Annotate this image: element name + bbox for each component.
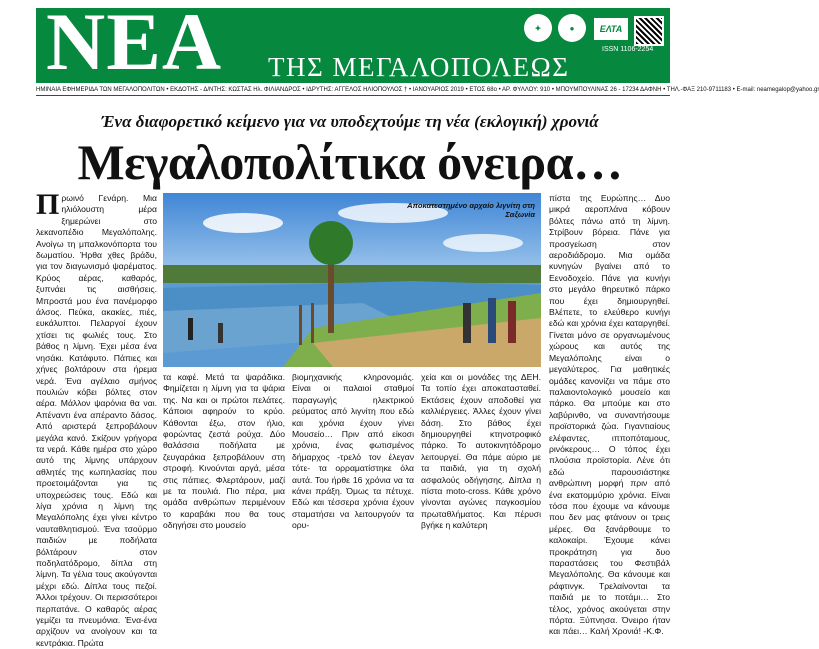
dropcap: Π <box>36 188 60 221</box>
column-text: τα καφέ. Μετά τα ψαράδικα. Φημίζεται η λίμνη για τα ψάρια της. Να και οι πρώτοι πελάτες. Κάποιοι αφηρούν το κρύο. Κάθονται έξω, στον ήλιο, φορώντας ζεστά ρούχα. Δύο θαλάσσια ποδήλατα με ζευγαράκια ξεπροβάλουν στη στροφή. Κινούνται αργά, μέσα στις πάπιες. Φλερτάρουν, μαζί με τα πουλιά. Πιο πέρα, μια ομάδα ανθρώπων περιμένουν το καραβάκι που θα τους οδηγήσει στο μουσείο <box>163 372 285 531</box>
article-column-2 <box>163 372 285 531</box>
column-text: πίστα της Ευρώπης… Δυο μικρά αεροπλάνα κόβουν βόλτες πάνω από τη λίμνη. Στρίβουν βόρεια. Πάνε για προσγείωση στον αεροδιάδρομο. Μια ομάδα κυνηγών βγαίνει από το Εενοδοχείο. Πάνε για κυνήγι στο μεγάλο θηρευτικό πάρκο που έχει δημιουργηθεί. Βλέπετε, το ελεύθερο κυνήγι εδώ και χρόνια έχει καταργηθεί. Γίνεται μόνο σε οργανωμένους χώρους και αυτός της Μεγαλόπολης είναι ο μεγαλύτερος. Για μαθητικές ομάδες κανονίζει να πάμε στο παλαιοντολογικό μουσείο και πάρκο. Θα μπούμε και στο λαβύρινθο, να συναντήσουμε προϊστορικά ζώα. Γιγαντιαίους ελέφαντες, ιπποπόταμους, ρινόκερους… Ο τόπος έχει πλούσια προϊστορία. Λένε ότι εδώ παρουσιάστηκε ανθρώπινη μορφή πριν από ένα εκατομμύριο χρόνια. Είναι τόσα που έχουμε να κάνουμε που δεν μας φτάνουν οι τρεις μέρες. Θα ξανάρθουμε το καλοκαίρι. Έχουμε κάνει προκράτηση για δυο παραστάσεις του Φεστιβάλ Μεγαλόπολης. Θα κάνουμε και ράφτινγκ. Τρελαίνονται τα παιδιά με το ποτάμι… Στο τέλος, χρόνος ακούγεται στην πόρτα. Ξύπνησα. Όνειρο ήταν και πάει… Καλή Χρονιά! -Κ.Φ. <box>549 193 670 637</box>
article-kicker: Ένα διαφορετικό κείμενο για να υποδεχτούμε τη νέα (εκλογική) χρονιά <box>101 112 599 131</box>
issn: ISSN 1106-2254 <box>602 46 654 53</box>
info-line: ΗΜΙΝΑΙΑ ΕΦΗΜΕΡΙΔΑ ΤΩΝ ΜΕΓΑΛΟΠΟΛΙΤΩΝ • ΕΚΔΟΤΗΣ - Δ/ΝΤΗΣ: ΚΩΣΤΑΣ Ηλ. ΦΙΛΙΑΝΔΡΟΣ • ΙΔΡΥΤΗΣ: ΑΓΓΕΛΟΣ ΗΛΙΟΠΟΥΛΟΣ † • ΙΑΝΟΥΑΡΙΟΣ 2019 • ΕΤΟΣ 68ο • ΑΡ. ΦΥΛΛΟΥ: 910 • ΜΠΟΥΜΠΟΥΛΙΝΑΣ 26 - 17234 ΔΑΦΝΗ • ΤΗΛ.-ΦΑΞ 210-9711183 • E-mail: neamegalop@yahoo.gr <box>36 86 670 96</box>
lake-photo <box>163 193 541 367</box>
seal-icon: ✦ <box>524 14 552 42</box>
article-column-5 <box>549 193 670 637</box>
article-photo <box>163 193 541 367</box>
masthead <box>36 0 670 87</box>
column-text: χεία και οι μονάδες της ΔΕΗ. Τα τοπίο έχει αποκατασταθεί. Εκτάσεις έχουν αποδοθεί για καλλιέργειες. Άλλες έχουν γίνει δάση. Στο βάθος έχει δημιουργηθεί κτηνοτροφικό πάρκο. Το αυτοκινητόδρομο λειτουργεί. Θα πάμε αύριο με τα παιδιά, για τη σχολή ασφαλούς οδήγησης. Δίπλα η πίστα moto-cross. Κάθε χρόνο γίνονται αγώνες παγκοσμίου πρωταθλήματος. Και πέρυσι βγήκε η καλύτερη <box>421 372 541 531</box>
column-text: βιομηχανικής κληρονομιάς. Είναι οι παλαιοί σταθμοί παραγωγής ηλεκτρικού ρεύματος από λιγνίτη που εδώ και χρόνια έχουν γίνει Μουσείο… Πριν από είκοσι χρόνια, ένας φωτισμένος δήμαρχος -τρελό τον έλεγαν τότε- τα ορραματίστηκε όλα αυτά. Του ήρθε 16 χρόνια να τα κάνει πράξη. Όμως τα πέτυχε. Εδώ και τέσσερα χρόνια έχουν σταματήσει να λειτουργούν τα ορυ- <box>292 372 414 531</box>
article-column-4 <box>421 372 541 531</box>
column-text: ρωινό Γενάρη. Μια ηλιόλουστη μέρα ξημερώνει στο λεκανοπέδιο Μεγαλόπολης. Ανοίγω τη μπαλκονόπορτα του δωματίου. Ήρθα χθες βράδυ, για τον διαγωνισμό ψαρέματος. Κρύος αέρας, καθαρός, ξυπνάει τις αισθήσεις. Μπροστά μου ένα πανέμορφο άλσος. Πεύκα, ακακίες, πιές, ευκάλυπτοι. Πελαργοί έχουν χτίσει τις φωλιές τους. Στο βάθος η λίμνη. Έχει μέσα ένα νησάκι. Κατάφυτο. Πάπιες και χήνες βολτάρουν στα ήρεμα νερά. Ένα αγέλαιο σμήνος πουλιών κόβει βόλτες στον αέρα. Μάλλον ψαρόνια θα ναι. Απέναντι ένα απέραντο δάσος. Από αριστερά ξεπροβάλουν μεγάλα κανό. Σκίζουν γρήγορα τα νερά. Κάθε ημέρα στο χώρο αυτό της λίμνης υπάρχουν αθλητές της κωπηλασίας που προετοιμάζονται για τις υποχρεώσεις τους. Εδώ και λίγα χρόνια η λίμνη της Μεγαλόπολης έχει γίνει κέντρο ναυταθλητισμού. Ένα τσούρμο παιδιών με ποδήλατα βόλτάρουν στον ποδηλατόδρομο, δίπλα στη λίμνη. Τα γέλια τους ακούγονται μέχρι εδώ. Δίπλα τους πεζοί. Άλλοι τρέχουν. Οι περισσότεροι περπατάνε. Ο καθαρός αέρας γεμίζει τα πνευμόνια. Ένα-ένα αρχίζουν να ανοίγουν και τα κεντράκια. Πρώτα <box>36 193 157 648</box>
elta-badge: ΕΛΤΑ <box>594 18 628 40</box>
article-headline: Μεγαλοπολίτικα όνειρα… <box>77 134 623 190</box>
photo-caption: Αποκατεστημένο αρχαίο λιγνίτη στη Σαξωνία <box>407 201 535 219</box>
article-column-3 <box>292 372 414 531</box>
newspaper-logo: ΝΕΑ <box>46 0 223 87</box>
barcode-icon <box>634 16 664 46</box>
newspaper-subtitle: ΤΗΣ ΜΕΓΑΛΟΠΟΛΕΩΣ <box>268 52 570 82</box>
article-column-1 <box>36 188 157 648</box>
seal-icon: ● <box>558 14 586 42</box>
